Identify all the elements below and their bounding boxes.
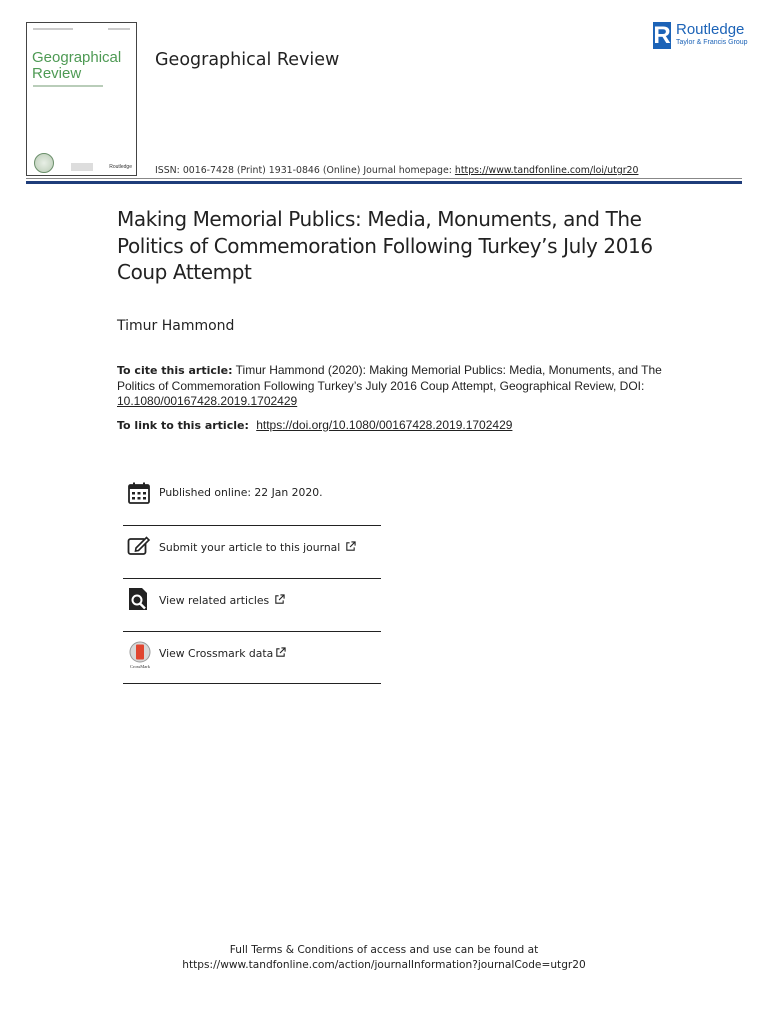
journal-cover-thumbnail [26,22,137,176]
related-articles-label: View related articles [159,594,270,607]
submit-article-label: Submit your article to this journal [159,541,341,554]
citation-text: Timur Hammond (2020): Making Memorial Publics: Media, Monuments, and The Politics of Commemoration Following Turkey’s July 2016 Coup Attempt, Geographical Review, DOI: [117,363,662,393]
cover-info-box [71,163,93,171]
citation-doi-link[interactable]: 10.1080/00167428.2019.1702429 [117,394,298,408]
row-divider [123,683,381,684]
publisher-logo[interactable] [653,20,753,50]
publisher-name: Routledge [676,21,745,38]
crossmark-caption: CrossMark [130,664,150,669]
row-divider [123,525,381,526]
edit-icon [127,534,151,558]
external-link-icon [345,541,356,552]
calendar-icon [127,481,151,505]
crossmark-icon [127,641,153,669]
footer-line1: Full Terms & Conditions of access and use can be found at [229,944,539,956]
crossmark-label: View Crossmark data [159,647,274,660]
article-title: Making Memorial Publics: Media, Monuments, and The Politics of Commemoration Following Turkey’s July 2016 Coup Attempt [117,207,653,284]
routledge-logo-icon: R [653,22,671,49]
related-search-icon [127,587,151,611]
external-link-icon [275,647,286,658]
header-divider-thick [26,181,742,184]
external-link-icon [274,594,285,605]
crossmark-link[interactable] [159,647,286,660]
citation-block [117,363,662,410]
issn-line [155,165,638,176]
cover-subtitle-line [33,85,103,87]
header-divider-thin [26,178,742,179]
publisher-group: Taylor & Francis Group [676,39,748,46]
cover-decoration [108,28,130,30]
published-online-row [123,478,381,530]
article-link-label: To link to this article: [117,419,249,432]
cover-title [32,50,136,82]
issn-text: ISSN: 0016-7428 (Print) 1931-0846 (Online) Journal homepage: [155,165,455,176]
footer-terms-url[interactable]: https://www.tandfonline.com/action/journalInformation?journalCode=utgr20 [182,959,586,971]
footer-terms [0,943,768,973]
article-doi-url-link[interactable]: https://doi.org/10.1080/00167428.2019.1702429 [256,418,513,432]
article-link-block [117,418,512,432]
journal-name: Geographical Review [155,50,340,70]
citation-label: To cite this article: [117,364,233,377]
related-articles-row[interactable] [123,584,381,636]
row-divider [123,578,381,579]
cover-publisher: Routledge [109,164,132,170]
submit-article-link[interactable] [159,541,356,554]
submit-article-row[interactable] [123,532,381,584]
published-online-text: Published online: 22 Jan 2020. [159,486,323,499]
journal-homepage-link[interactable]: https://www.tandfonline.com/loi/utgr20 [454,165,639,176]
cover-title-line2: Review [32,65,82,82]
society-seal-icon [34,153,54,173]
row-divider [123,631,381,632]
related-articles-link[interactable] [159,594,285,607]
author-name: Timur Hammond [117,318,235,334]
cover-decoration [33,28,73,30]
cover-title-line1: Geographical [32,49,122,66]
